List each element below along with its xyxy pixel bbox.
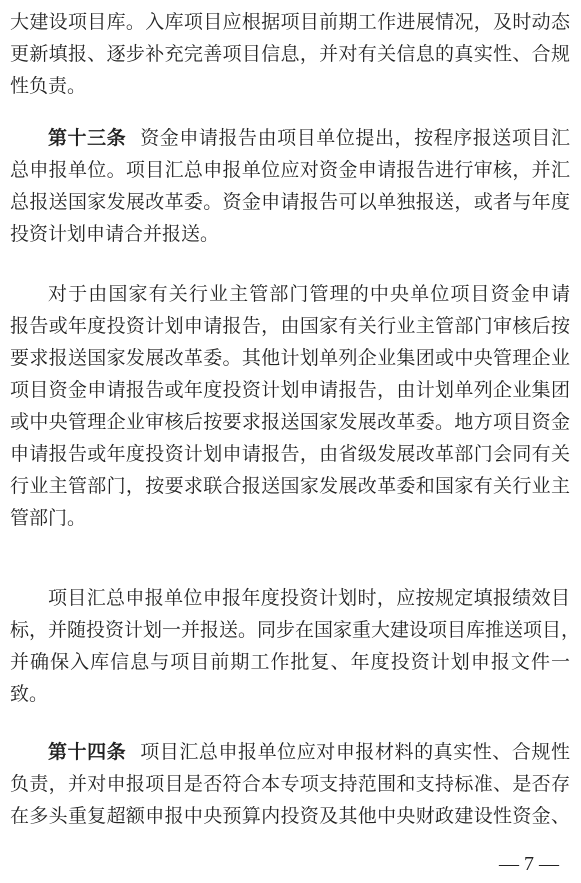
line-text: 总报送国家发展改革委。资金申请报告可以单独报送，或者与年度 bbox=[10, 191, 570, 213]
paragraph-1-line-1 bbox=[10, 10, 570, 34]
paragraph-3-line-2 bbox=[10, 314, 570, 338]
line-text: 报告或年度投资计划申请报告，由国家有关行业主管部门审核后按 bbox=[10, 315, 570, 337]
line-text: 性负责。 bbox=[10, 75, 87, 97]
paragraph-3-line-8 bbox=[10, 506, 570, 530]
paragraph-4-line-2 bbox=[10, 618, 581, 642]
paragraph-5-line-3 bbox=[10, 804, 570, 828]
paragraph-3-line-3 bbox=[10, 346, 570, 370]
line-text: 管部门。 bbox=[10, 507, 87, 529]
line-text: 行业主管部门，按要求联合报送国家发展改革委和国家有关行业主 bbox=[10, 475, 570, 497]
paragraph-2-line-4 bbox=[10, 222, 570, 246]
line-text: 项目汇总申报单位申报年度投资计划时，应按规定填报绩效目 bbox=[48, 587, 570, 609]
line-text: 总申报单位。项目汇总申报单位应对资金申请报告进行审核，并汇 bbox=[10, 159, 570, 181]
paragraph-4-line-3 bbox=[10, 650, 570, 674]
line-text: 项目资金申请报告或年度投资计划申请报告，由计划单列企业集团 bbox=[10, 379, 570, 401]
line-text: 负责，并对申报项目是否符合本专项支持范围和支持标准、是否存 bbox=[10, 773, 570, 795]
article-heading: 第十四条 bbox=[48, 741, 127, 763]
line-text: 并确保入库信息与项目前期工作批复、年度投资计划申报文件一 bbox=[10, 651, 570, 673]
line-text: 申请报告或年度投资计划申请报告，由省级发展改革部门会同有关 bbox=[10, 443, 570, 465]
line-text: 投资计划申请合并报送。 bbox=[10, 223, 220, 245]
paragraph-3-line-7 bbox=[10, 474, 570, 498]
paragraph-2-line-3 bbox=[10, 190, 570, 214]
paragraph-3-line-1 bbox=[48, 282, 570, 306]
paragraph-2-line-2 bbox=[10, 158, 570, 182]
line-text: 标，并随投资计划一并报送。同步在国家重大建设项目库推送项目， bbox=[10, 619, 581, 641]
paragraph-3-line-5 bbox=[10, 410, 570, 434]
page-number: — 7 — bbox=[499, 853, 559, 875]
paragraph-3-line-4 bbox=[10, 378, 570, 402]
line-text: 大建设项目库。入库项目应根据项目前期工作进展情况，及时动态 bbox=[10, 11, 570, 33]
paragraph-5-line-1 bbox=[48, 740, 570, 764]
line-text: 要求报送国家发展改革委。其他计划单列企业集团或中央管理企业 bbox=[10, 347, 570, 369]
paragraph-3-line-6 bbox=[10, 442, 570, 466]
line-text: 项目汇总申报单位应对申报材料的真实性、合规性 bbox=[140, 741, 570, 763]
paragraph-4-line-4 bbox=[10, 682, 570, 706]
paragraph-5-line-2 bbox=[10, 772, 570, 796]
line-text: 对于由国家有关行业主管部门管理的中央单位项目资金申请 bbox=[48, 283, 570, 305]
line-text: 或中央管理企业审核后按要求报送国家发展改革委。地方项目资金 bbox=[10, 411, 570, 433]
line-text: 致。 bbox=[10, 683, 49, 705]
line-text: 更新填报、逐步补充完善项目信息，并对有关信息的真实性、合规 bbox=[10, 43, 570, 65]
line-text: 资金申请报告由项目单位提出，按程序报送项目汇 bbox=[140, 127, 570, 149]
paragraph-4-line-1 bbox=[48, 586, 570, 610]
paragraph-2-line-1 bbox=[48, 126, 570, 150]
line-text: 在多头重复超额申报中央预算内投资及其他中央财政建设性资金、 bbox=[10, 805, 570, 827]
paragraph-1-line-3 bbox=[10, 74, 570, 98]
article-heading: 第十三条 bbox=[48, 127, 127, 149]
paragraph-1-line-2 bbox=[10, 42, 570, 66]
